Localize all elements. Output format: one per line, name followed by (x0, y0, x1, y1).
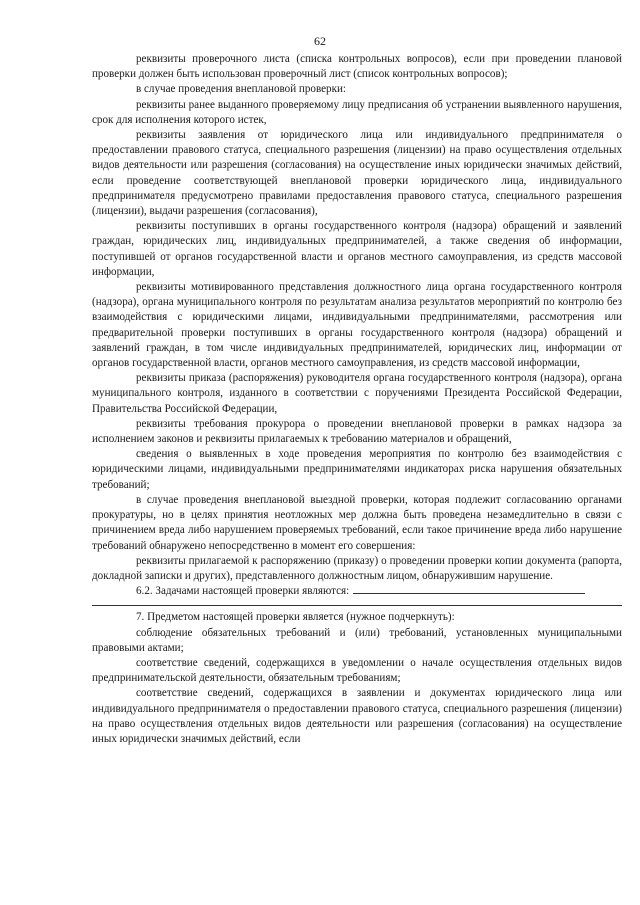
document-body (92, 52, 622, 747)
paragraph-compliance-requirements: соблюдение обязательных требований и (или) требований, установленных муниципальными правовыми актами; (92, 626, 622, 654)
paragraph-urgent-unscheduled-inspection: в случае проведения внеплановой выездной проверки, которая подлежит согласованию органами прокуратуры, но в целях принятия неотложных мер должна быть проведена незамедлительно в связи с причинением вреда либо нарушением проверяемых требований, если такое причинение вреда либо нарушение требований обнаружено непосредственно в момент его совершения: (92, 493, 622, 552)
blank-fill-line (92, 605, 622, 606)
paragraph-risk-indicators-info: сведения о выявленных в ходе проведения мероприятия по контролю без взаимодействия с юридическими лицами, индивидуальными предпринимателями индикаторах риска нарушения обязательных требований; (92, 448, 622, 491)
item-6-2 (92, 584, 622, 599)
item-6-2-blank-line (353, 593, 585, 594)
paragraph-notification-compliance: соответствие сведений, содержащихся в уведомлении о начале осуществления отдельных видов предпринимательской деятельности, обязательным требованиям; (92, 656, 622, 685)
paragraph-previous-order-details: реквизиты ранее выданного проверяемому лицу предписания об устранении выявленного нарушения, срок для исполнения которого истек, (92, 98, 622, 126)
item-6-2-label: 6.2. Задачами настоящей проверки являются: (136, 585, 350, 598)
paragraph-application-compliance: соответствие сведений, содержащихся в заявлении и документах юридического лица или индивидуального предпринимателя о предоставлении правового статуса, специального разрешения (лицензии) на право осуществления отдельных видов деятельности или разрешения (согласования) на осуществление иных юридически значимых действий, если (92, 687, 622, 745)
paragraph-application-details: реквизиты заявления от юридического лица или индивидуального предпринимателя о предоставлении правового статуса, специального разрешения (лицензии) на право осуществления отдельных видов деятельности или разрешения (согласования) на осуществление иных юридически значимых действий, если проведение соответствующей внеплановой проверки юридического лица, индивидуального предпринимателя предусмотрено правилами предоставления правового статуса, специального разрешения (лицензии), выдачи разрешения (согласования), (92, 129, 622, 218)
paragraph-attached-document-details: реквизиты прилагаемой к распоряжению (приказу) о проведении проверки копии документа (рапорта, докладной записки и других), представленного должностным лицом, обнаружившим нарушение. (92, 554, 622, 582)
page-number: 62 (314, 34, 326, 48)
paragraph-checklist-details: реквизиты проверочного листа (списка контрольных вопросов), если при проведении плановой проверки должен быть использован проверочный лист (список контрольных вопросов); (92, 53, 622, 81)
paragraph-order-head-details: реквизиты приказа (распоряжения) руководителя органа государственного контроля (надзора), органа муниципального контроля, изданного в соответствии с поручениями Президента Российской Федерации, Правительства Российской Федерации, (92, 372, 622, 415)
paragraph-motivated-submission-details: реквизиты мотивированного представления должностного лица органа государственного контроля (надзора), органа муниципального контроля по результатам анализа результатов мероприятий по контролю без взаимодействия с юридическими лицами, индивидуальными предпринимателями, рассмотрения или предварительной проверки поступивших в органы государственного контроля (надзора) обращений и заявлений граждан, в том числе индивидуальных предпринимателей, юридических лиц, информации от органов государственной власти, органов местного самоуправления, из средств массовой информации, (92, 281, 622, 370)
paragraph-unscheduled-inspection-case: в случае проведения внеплановой проверки: (136, 83, 347, 96)
paragraph-prosecutor-requirement-details: реквизиты требования прокурора о проведении внеплановой проверки в рамках надзора за исполнением законов и реквизиты прилагаемых к требованию материалов и обращений, (92, 417, 622, 446)
item-7-heading: 7. Предметом настоящей проверки является (нужное подчеркнуть): (136, 611, 455, 624)
paragraph-received-appeals-details: реквизиты поступивших в органы государственного контроля (надзора) обращений и заявлений граждан, юридических лиц, индивидуальных предпринимателей, а также сведения об информации, поступившей от органов государственной власти и органов местного самоуправления, из средств массовой информации, (92, 220, 622, 278)
